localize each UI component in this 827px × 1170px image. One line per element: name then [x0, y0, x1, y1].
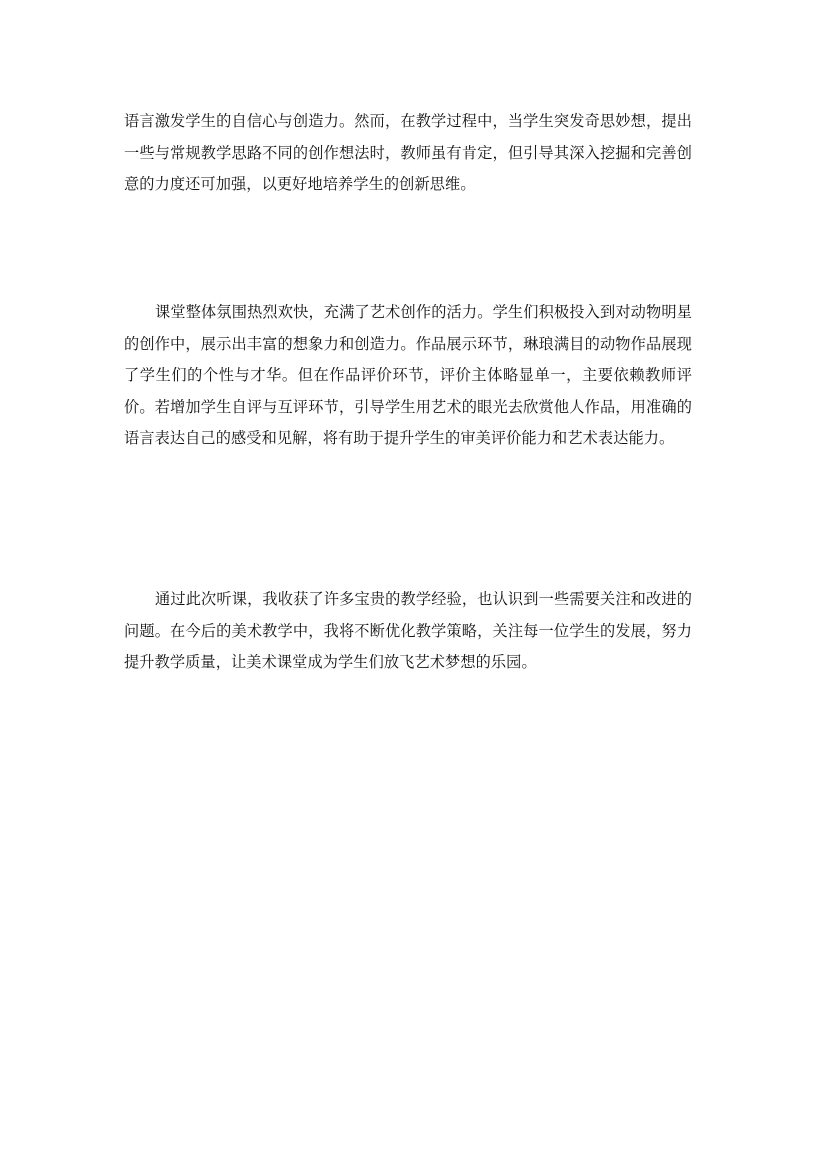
paragraph-creativity-guidance: 语言激发学生的自信心与创造力。然而，在教学过程中，当学生突发奇思妙想，提出一些与常规教学思路不同的创作想法时，教师虽有肯定，但引导其深入挖掘和完善创意的力度还可加强，以更好地培养学生的创新思维。 [124, 112, 692, 194]
paragraph-conclusion: 通过此次听课，我收获了许多宝贵的教学经验，也认识到一些需要关注和改进的问题。在今后的美术教学中，我将不断优化教学策略，关注每一位学生的发展，努力提升教学质量，让美术课堂成为学生们放飞艺术梦想的乐园。 [124, 590, 692, 672]
paragraph-classroom-atmosphere: 课堂整体氛围热烈欢快，充满了艺术创作的活力。学生们积极投入到对动物明星的创作中，展示出丰富的想象力和创造力。作品展示环节，琳琅满目的动物作品展现了学生们的个性与才华。但在作品评价环节，评价主体略显单一，主要依赖教师评价。若增加学生自评与互评环节，引导学生用艺术的眼光去欣赏他人作品，用准确的语言表达自己的感受和见解，将有助于提升学生的审美评价能力和艺术表达能力。 [124, 303, 692, 448]
